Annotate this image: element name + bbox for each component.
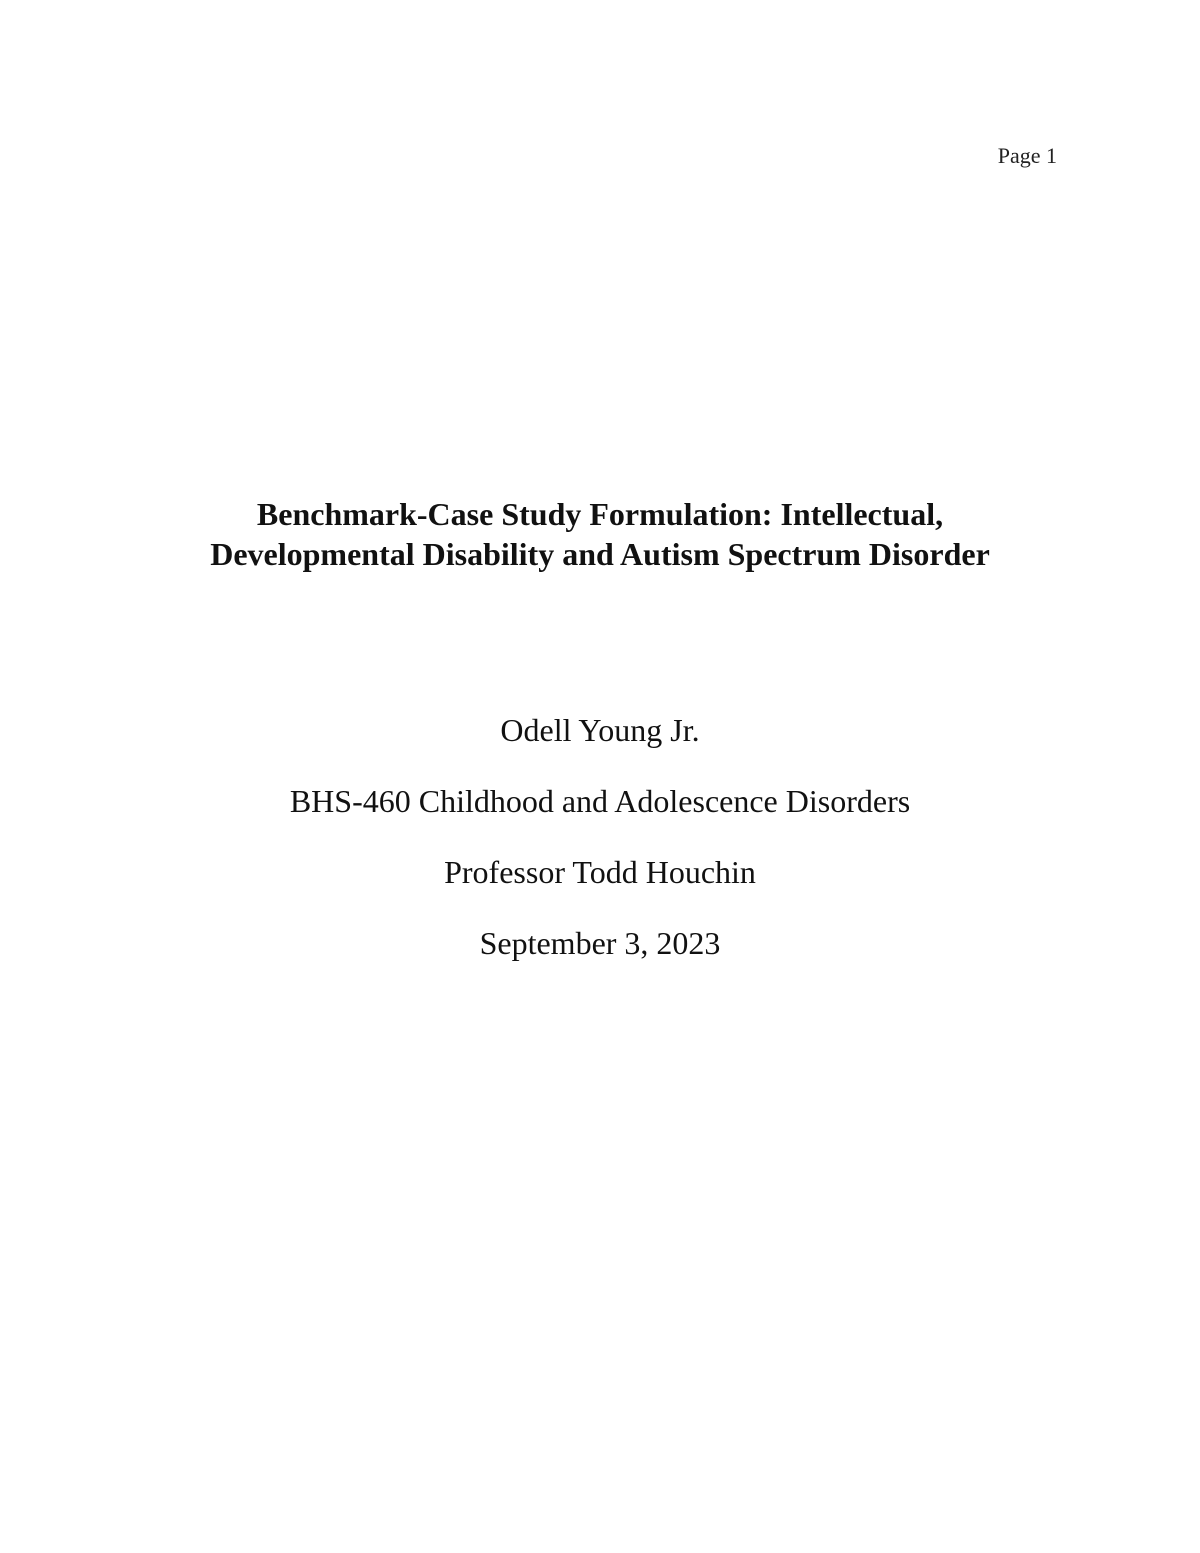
page-number: Page 1 xyxy=(997,143,1057,168)
title-line-1: Benchmark-Case Study Formulation: Intellectual, xyxy=(256,496,944,532)
course-name: BHS-460 Childhood and Adolescence Disorders xyxy=(289,783,911,819)
title-block xyxy=(0,494,1200,574)
submission-date: September 3, 2023 xyxy=(479,925,721,961)
author-name: Odell Young Jr. xyxy=(500,712,700,748)
author-block xyxy=(0,710,1200,994)
title-line-2: Developmental Disability and Autism Spectrum Disorder xyxy=(210,536,990,572)
instructor-name: Professor Todd Houchin xyxy=(444,854,756,890)
